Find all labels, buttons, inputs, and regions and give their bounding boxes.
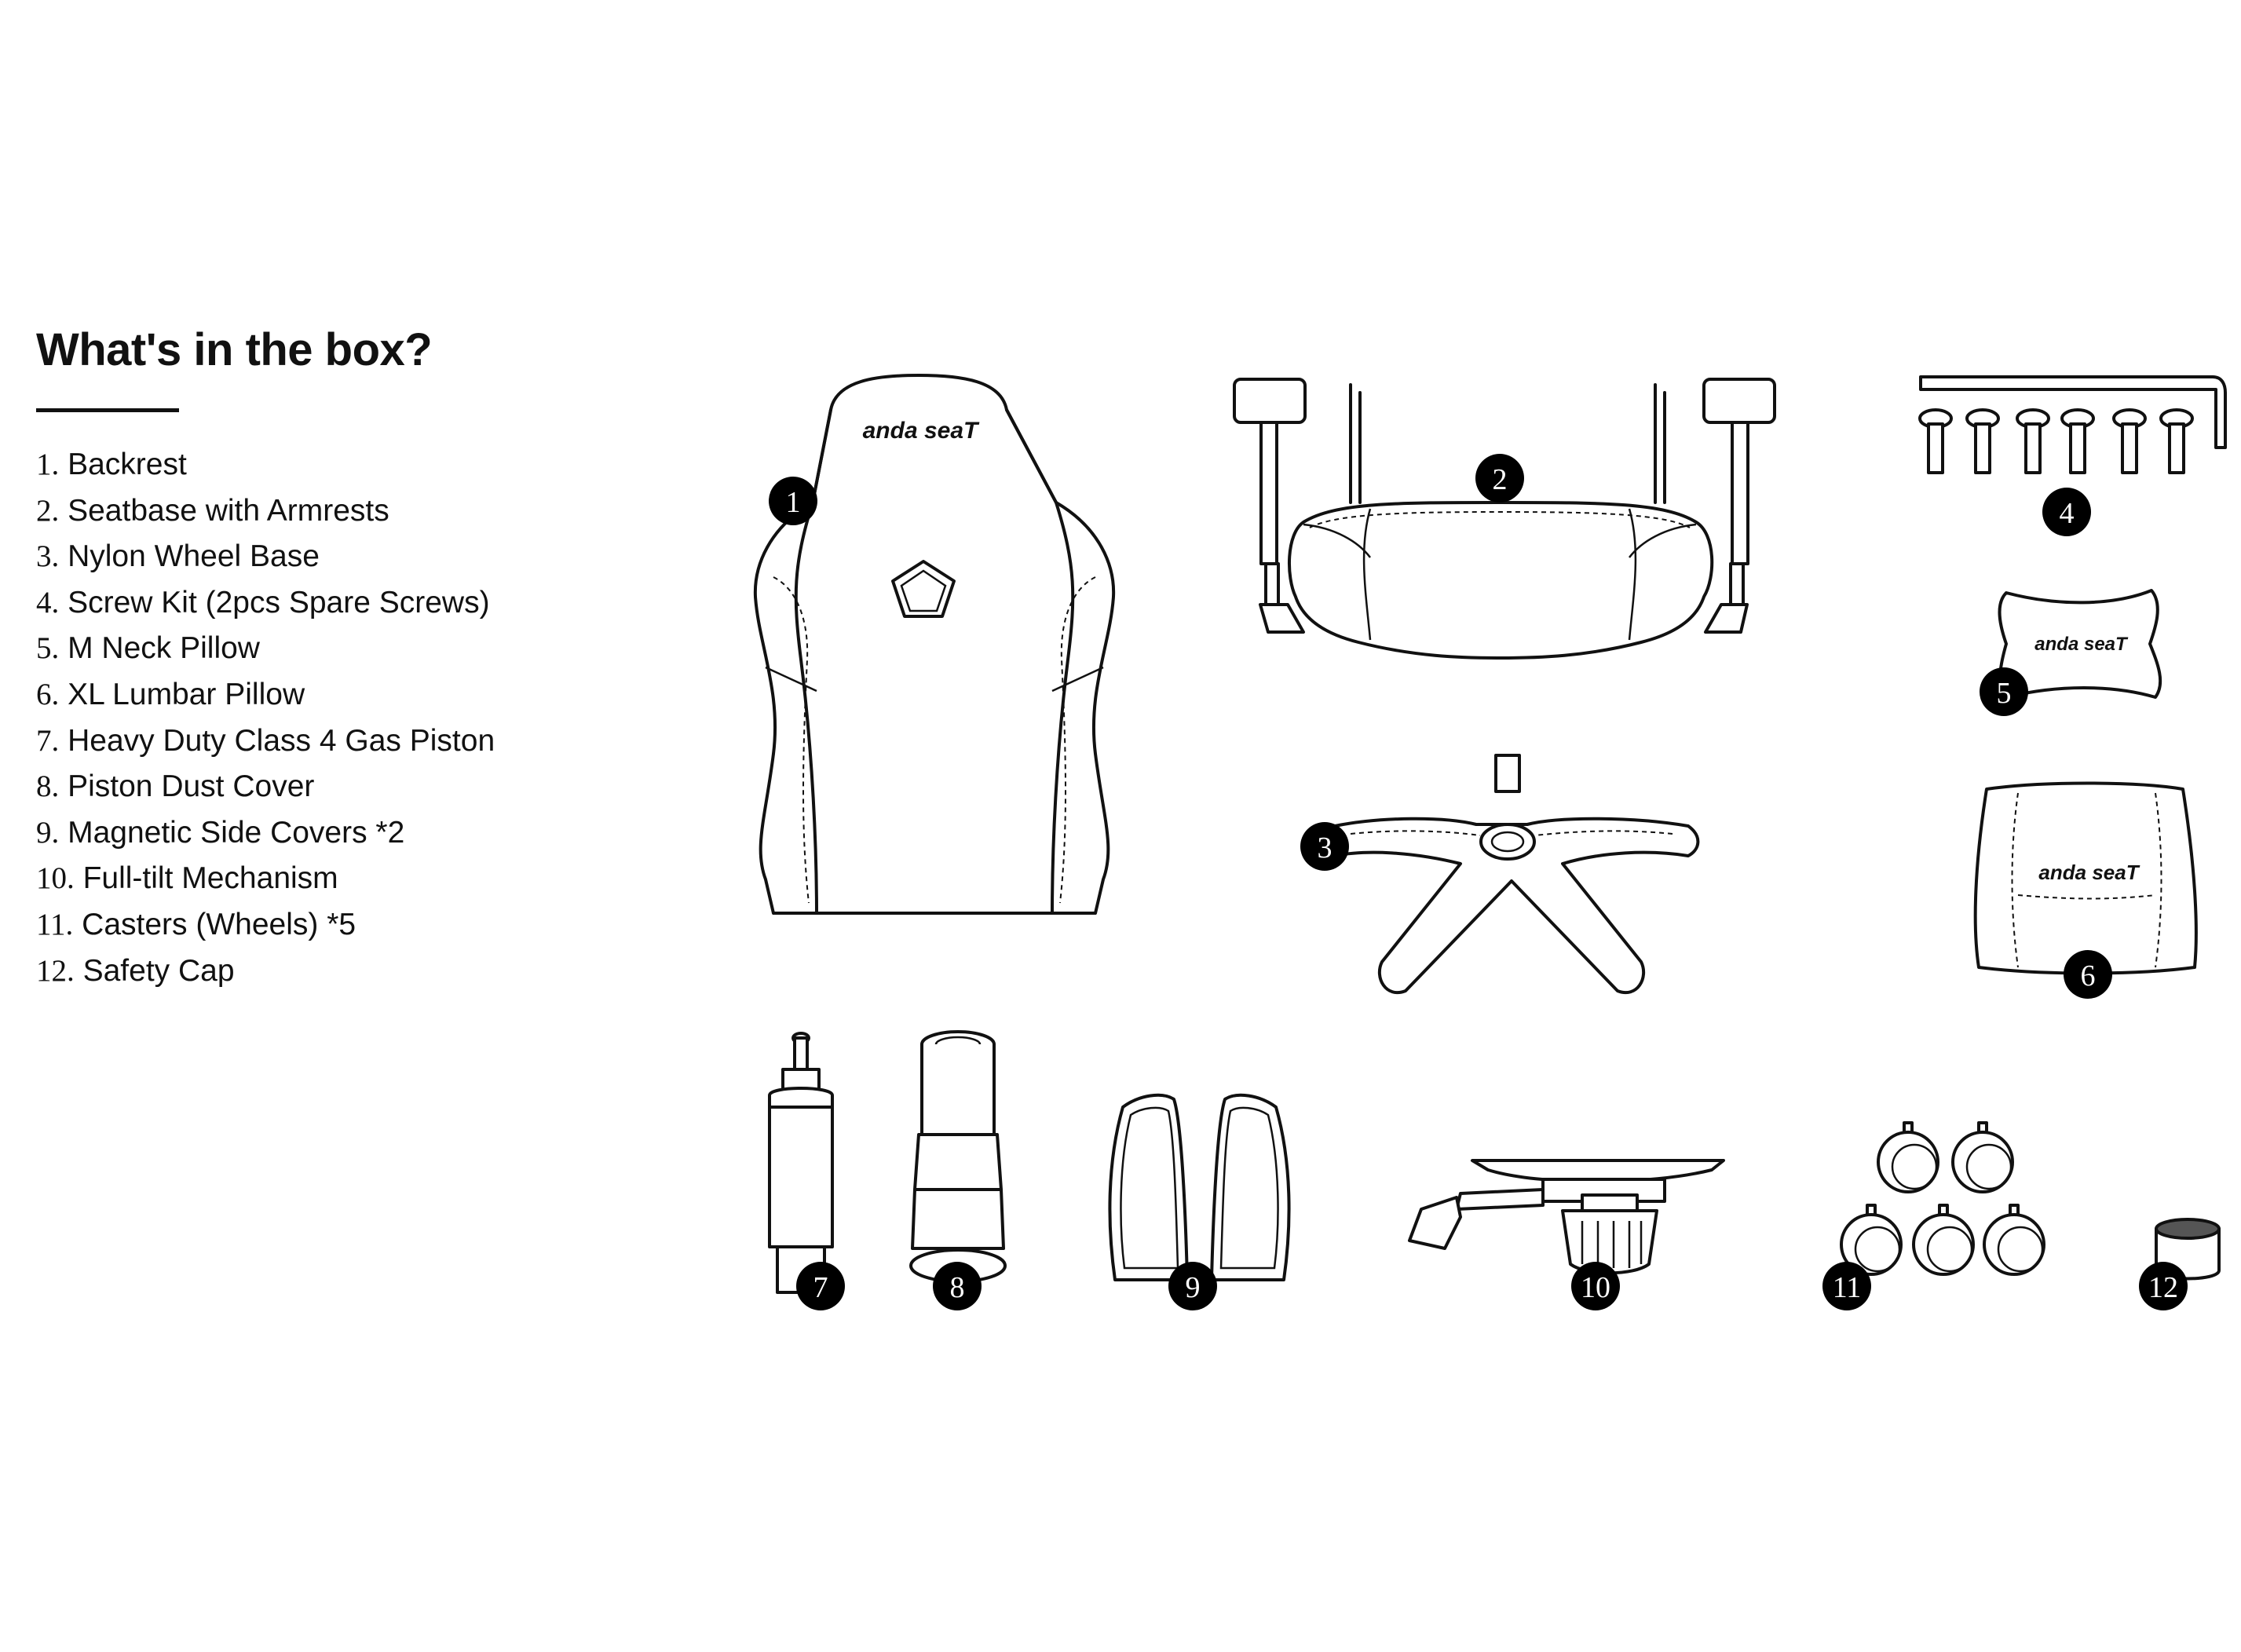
item-label: Screw Kit (2pcs Spare Screws) xyxy=(68,585,490,620)
item-label: Full-tilt Mechanism xyxy=(82,861,338,896)
item-label: Heavy Duty Class 4 Gas Piston xyxy=(68,723,495,758)
brand-logo-text: anda seaT xyxy=(2038,861,2139,884)
item-number: 12. xyxy=(36,953,75,988)
number-badge xyxy=(1300,822,1349,871)
badge-label: 2 xyxy=(1492,463,1508,496)
screw-icon xyxy=(2062,410,2093,473)
item-number: 7. xyxy=(36,723,60,758)
number-badge xyxy=(2139,1262,2188,1310)
badge-label: 11 xyxy=(1832,1271,1862,1304)
screw-icon xyxy=(1920,410,1951,473)
number-badge xyxy=(1168,1262,1217,1310)
badge-label: 10 xyxy=(1581,1271,1610,1304)
item-number: 6. xyxy=(36,677,60,711)
item-number: 8. xyxy=(36,769,60,804)
item-label: Casters (Wheels) *5 xyxy=(82,907,356,941)
page-title: What's in the box? xyxy=(36,324,433,375)
number-badge xyxy=(2042,488,2091,536)
badge-label: 12 xyxy=(2148,1271,2178,1304)
caster-icon xyxy=(1878,1123,1938,1192)
number-badge xyxy=(933,1262,982,1310)
item-number: 4. xyxy=(36,585,60,620)
dust-cover-icon xyxy=(911,1032,1005,1281)
badge-label: 8 xyxy=(949,1271,965,1304)
number-badge xyxy=(1571,1262,1620,1310)
item-label: Backrest xyxy=(68,448,187,481)
number-badge xyxy=(796,1262,845,1310)
caster-icon xyxy=(1953,1123,2013,1192)
item-label: Piston Dust Cover xyxy=(68,769,315,804)
badge-label: 4 xyxy=(2059,497,2075,530)
gas-piston-icon xyxy=(770,1033,832,1292)
number-badge xyxy=(1980,667,2028,716)
item-label: Seatbase with Armrests xyxy=(68,493,389,528)
seatbase-icon xyxy=(1234,379,1775,658)
tilt-mechanism-icon xyxy=(1409,1160,1724,1273)
item-number: 2. xyxy=(36,493,60,528)
item-label: Nylon Wheel Base xyxy=(68,539,320,574)
item-number: 3. xyxy=(36,539,60,574)
number-badge xyxy=(1475,454,1524,503)
number-badge xyxy=(769,477,817,525)
item-label: Magnetic Side Covers *2 xyxy=(68,815,405,850)
number-badge xyxy=(1822,1262,1871,1310)
number-badge xyxy=(2064,950,2112,999)
badge-label: 7 xyxy=(813,1271,828,1304)
badge-label: 1 xyxy=(785,486,801,519)
item-label: Safety Cap xyxy=(82,953,235,988)
screw-icon xyxy=(2017,410,2049,473)
screw-icon xyxy=(2114,410,2145,473)
item-number: 5. xyxy=(36,631,60,666)
badge-label: 3 xyxy=(1317,831,1333,864)
caster-icon xyxy=(1984,1205,2044,1274)
brand-logo-text: anda seaT xyxy=(862,418,978,444)
item-label: XL Lumbar Pillow xyxy=(68,677,305,711)
wheel-base-icon xyxy=(1325,755,1698,992)
item-number: 1. xyxy=(36,448,60,481)
screw-icon xyxy=(2161,410,2192,473)
badge-label: 6 xyxy=(2080,959,2096,992)
badge-label: 9 xyxy=(1185,1271,1201,1304)
backrest-icon xyxy=(755,375,1113,913)
lumbar-pillow-icon xyxy=(1976,784,2196,974)
screw-icon xyxy=(1967,410,1998,473)
item-label: M Neck Pillow xyxy=(68,631,260,666)
badge-label: 5 xyxy=(1996,677,2012,710)
side-covers-icon xyxy=(1110,1095,1289,1280)
screw-kit-icon xyxy=(1920,377,2225,473)
brand-logo-text: anda seaT xyxy=(2034,634,2127,655)
item-number: 11. xyxy=(36,907,74,941)
casters-icon xyxy=(1841,1123,2044,1274)
item-number: 10. xyxy=(36,861,75,896)
item-number: 9. xyxy=(36,815,60,850)
caster-icon xyxy=(1914,1205,1973,1274)
